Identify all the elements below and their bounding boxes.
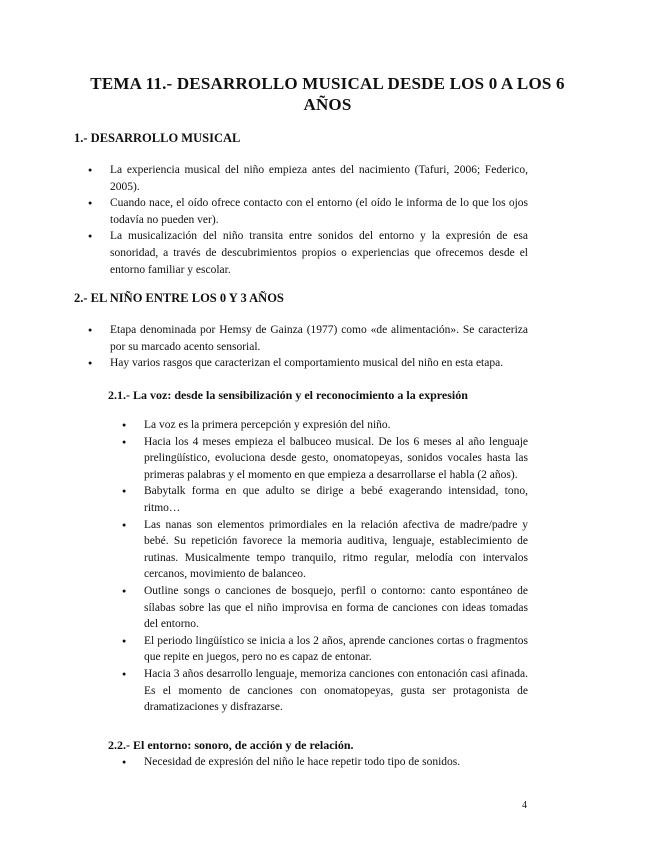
list-item: ● El periodo lingüístico se inicia a los 2 años, aprende canciones cortas o fragmentos que repite en juegos, pero no es capaz de entonar. — [144, 633, 528, 666]
list-item: ● Outline songs o canciones de bosquejo, perfil o contorno: canto espontáneo de sílabas sobre las que el niño improvisa en forma de canciones con ideas tomadas del entorno. — [144, 583, 528, 633]
list-item: ● Necesidad de expresión del niño le hace repetir todo tipo de sonidos. — [144, 754, 528, 771]
section-2-2-list — [144, 754, 528, 771]
section-2-1-list — [144, 417, 528, 716]
list-item: ● Hay varios rasgos que caracterizan el comportamiento musical del niño en esta etapa. — [110, 355, 528, 372]
list-item: ● La musicalización del niño transita entre sonidos del entorno y la expresión de esa sonoridad, a través de descubrimientos propios o experiencias que ofrecemos desde el entorno familiar y escolar. — [110, 228, 528, 278]
list-item: ● La voz es la primera percepción y expresión del niño. — [144, 417, 528, 434]
page-number: 4 — [522, 800, 527, 811]
section-2-2-heading: 2.2.- El entorno: sonoro, de acción y de relación. — [108, 738, 354, 752]
section-1-heading: 1.- DESARROLLO MUSICAL — [74, 131, 241, 145]
section-1-list — [110, 162, 528, 278]
list-item: ● Cuando nace, el oído ofrece contacto con el entorno (el oído le informa de lo que los ojos todavía no pueden ver). — [110, 195, 528, 228]
list-item: ● Etapa denominada por Hemsy de Gainza (1977) como «de alimentación». Se caracteriza por su marcado acento sensorial. — [110, 322, 528, 355]
section-2-heading: 2.- EL NIÑO ENTRE LOS 0 Y 3 AÑOS — [74, 291, 284, 305]
list-item: ● La experiencia musical del niño empieza antes del nacimiento (Tafuri, 2006; Federico, 2005). — [110, 162, 528, 195]
list-item: ● Las nanas son elementos primordiales en la relación afectiva de madre/padre y bebé. Su repetición favorece la memoria auditiva, lenguaje, establecimiento de rutinas. Musicalmente tempo tranquilo, ritmo regular, melodía con intervalos cercanos, movimiento de balanceo. — [144, 517, 528, 583]
section-2-list — [110, 322, 528, 372]
section-2-1-heading: 2.1.- La voz: desde la sensibilización y el reconocimiento a la expresión — [108, 388, 468, 402]
list-item: ● Hacia los 4 meses empieza el balbuceo musical. De los 6 meses al año lenguaje prelingüístico, evoluciona desde gesto, onomatopeyas, sonidos vocales hasta las primeras palabras y el momento en que empieza a desarrollarse el habla (2 años). — [144, 434, 528, 484]
list-item: ● Hacia 3 años desarrollo lenguaje, memoriza canciones con entonación casi afinada. Es el momento de canciones con onomatopeyas, gusta ser protagonista de dramatizaciones y disfrazarse. — [144, 666, 528, 716]
document-title: TEMA 11.- DESARROLLO MUSICAL DESDE LOS 0 A LOS 6 AÑOS — [90, 74, 565, 114]
list-item: ● Babytalk forma en que adulto se dirige a bebé exagerando intensidad, tono, ritmo… — [144, 483, 528, 516]
